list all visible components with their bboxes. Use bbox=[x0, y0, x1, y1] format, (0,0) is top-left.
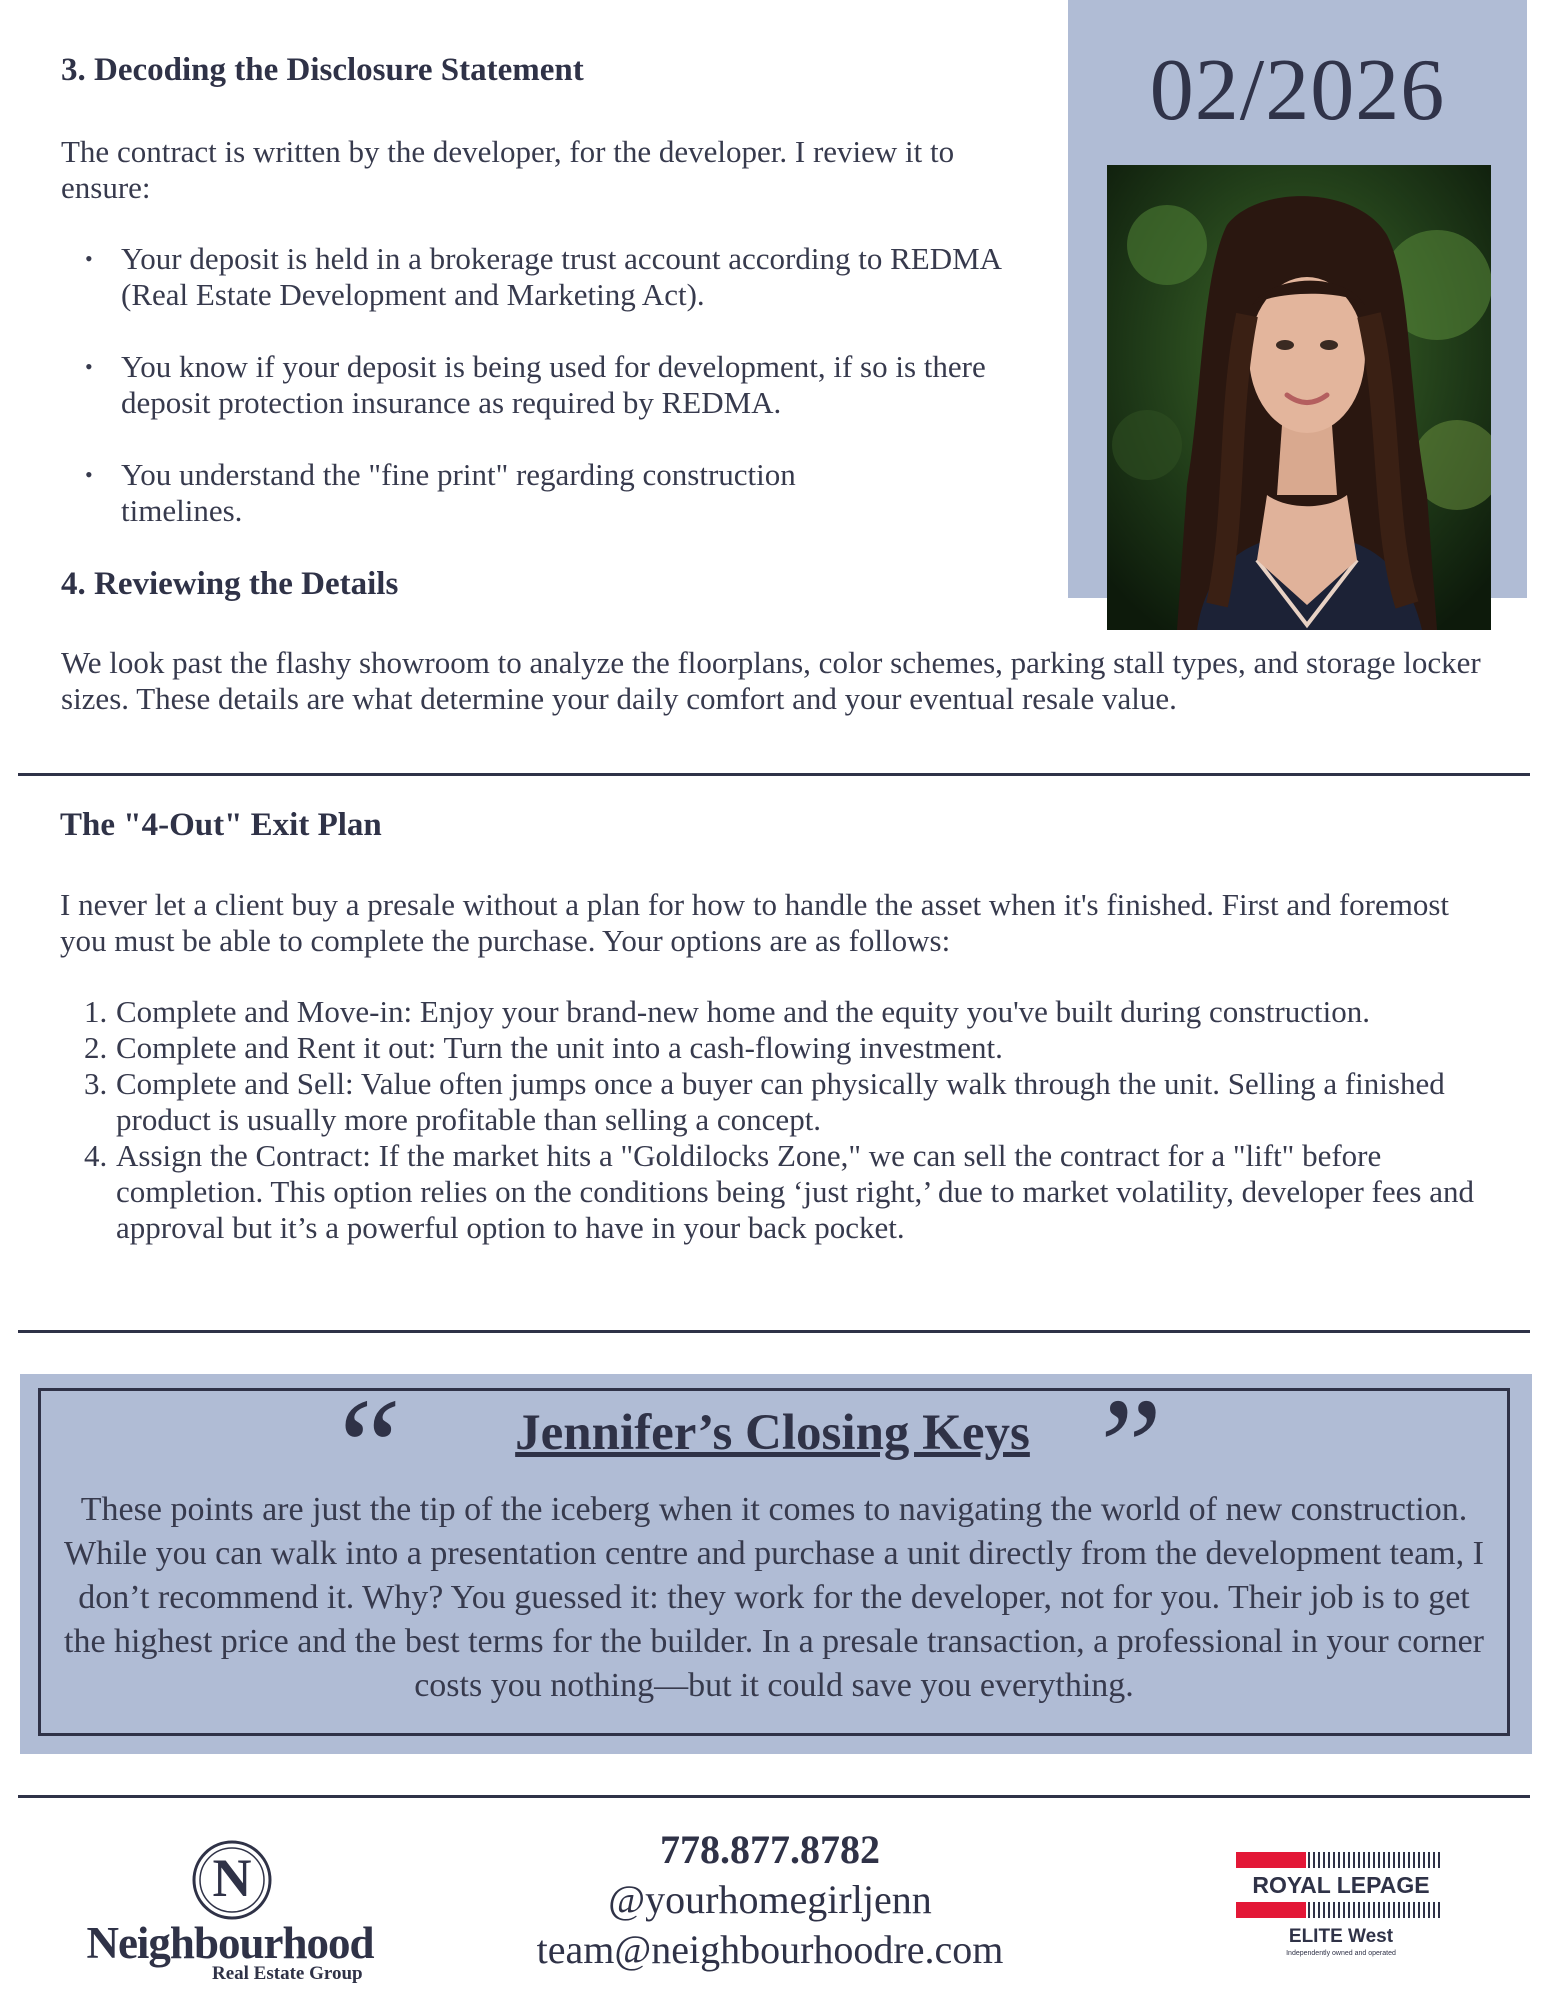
list-text: Assign the Contract: If the market hits a "Goldilocks Zone," we can sell the contract for a "lift" before completion. This option relies on the conditions being ‘just right,’ due to market volatility, developer fees and approval but it’s a powerful option to have in your back pocket. bbox=[116, 1138, 1474, 1245]
list-item bbox=[60, 994, 1376, 1030]
list-text: Complete and Rent it out: Turn the unit into a cash-flowing investment. bbox=[116, 1030, 1003, 1065]
social-handle[interactable]: @yourhomegirljenn bbox=[608, 1877, 932, 1922]
list-item: • You know if your deposit is being used for development, if so is there deposit protection insurance as required by REDMA. bbox=[63, 349, 1023, 421]
list-item: • You understand the "fine print" regarding construction timelines. bbox=[63, 457, 921, 529]
logo-red-bar bbox=[1236, 1902, 1306, 1918]
list-item bbox=[60, 1138, 1480, 1246]
section4-heading: 4. Reviewing the Details bbox=[61, 566, 399, 602]
logo-red-bar bbox=[1236, 1852, 1306, 1868]
list-number: 2. bbox=[84, 1030, 108, 1065]
exit-options-list bbox=[60, 994, 1480, 1246]
agent-portrait bbox=[1107, 165, 1491, 630]
logo-brand: ROYAL LEPAGE bbox=[1252, 1872, 1430, 1898]
list-item bbox=[60, 1030, 1480, 1066]
logo-letter: N bbox=[212, 1848, 252, 1908]
section3-heading: 3. Decoding the Disclosure Statement bbox=[61, 52, 584, 88]
closing-keys-body: These points are just the tip of the iceberg when it comes to navigating the world of new construction. While you can walk into a presentation centre and purchase a unit directly from the development team, I don’t recommend it. Why? You guessed it: they work for the developer, not for you. Their job is to get the highest price and the best terms for the builder. In a presale transaction, a professional in your corner costs you nothing—but it could save you everything. bbox=[64, 1491, 1484, 1704]
open-quote-icon: “ bbox=[325, 1370, 403, 1525]
close-quote-icon: ” bbox=[1085, 1370, 1163, 1525]
logo-stripes bbox=[1308, 1902, 1448, 1918]
neighbourhood-logo bbox=[70, 1835, 390, 1985]
exit-plan-heading: The "4-Out" Exit Plan bbox=[60, 807, 382, 843]
divider bbox=[18, 1330, 1530, 1333]
issue-date: 02/2026 bbox=[1149, 42, 1446, 139]
phone-number[interactable]: 778.877.8782 bbox=[660, 1827, 880, 1872]
closing-keys-title: Jennifer’s Closing Keys bbox=[515, 1405, 1030, 1461]
list-number: 1. bbox=[84, 994, 108, 1029]
list-item: • Your deposit is held in a brokerage trust account according to REDMA (Real Estate Development and Marketing Act). bbox=[63, 241, 1023, 313]
section4-body: We look past the flashy showroom to analyze the floorplans, color schemes, parking stall types, and storage locker sizes. These details are what determine your daily comfort and your eventual resale value. bbox=[61, 645, 1481, 716]
royal-lepage-logo bbox=[1236, 1852, 1446, 1962]
exit-plan-intro: I never let a client buy a presale without a plan for how to handle the asset when it's finished. First and foremost you must be able to complete the purchase. Your options are as follows: bbox=[60, 887, 1450, 958]
divider bbox=[18, 1795, 1530, 1798]
logo-stripes bbox=[1308, 1852, 1448, 1868]
list-number: 3. bbox=[84, 1066, 108, 1101]
list-text: Complete and Sell: Value often jumps once a buyer can physically walk through the unit. Selling a finished product is usually more profitable than selling a concept. bbox=[116, 1066, 1445, 1137]
section3-bullet-list bbox=[63, 241, 1023, 565]
logo-name: Neighbourhood bbox=[86, 1918, 374, 1968]
logo-subtitle: Real Estate Group bbox=[212, 1963, 363, 1984]
section3-intro: The contract is written by the developer, for the developer. I review it to ensure: bbox=[61, 134, 955, 205]
divider bbox=[18, 773, 1530, 776]
logo-tagline: Independently owned and operated bbox=[1286, 1950, 1396, 1957]
logo-office: ELITE West bbox=[1288, 1926, 1394, 1947]
email-address[interactable]: team@neighbourhoodre.com bbox=[536, 1927, 1004, 1972]
list-text: Complete and Move-in: Enjoy your brand-new home and the equity you've built during construction. bbox=[116, 994, 1370, 1029]
list-item bbox=[60, 1066, 1480, 1138]
list-number: 4. bbox=[84, 1138, 108, 1173]
